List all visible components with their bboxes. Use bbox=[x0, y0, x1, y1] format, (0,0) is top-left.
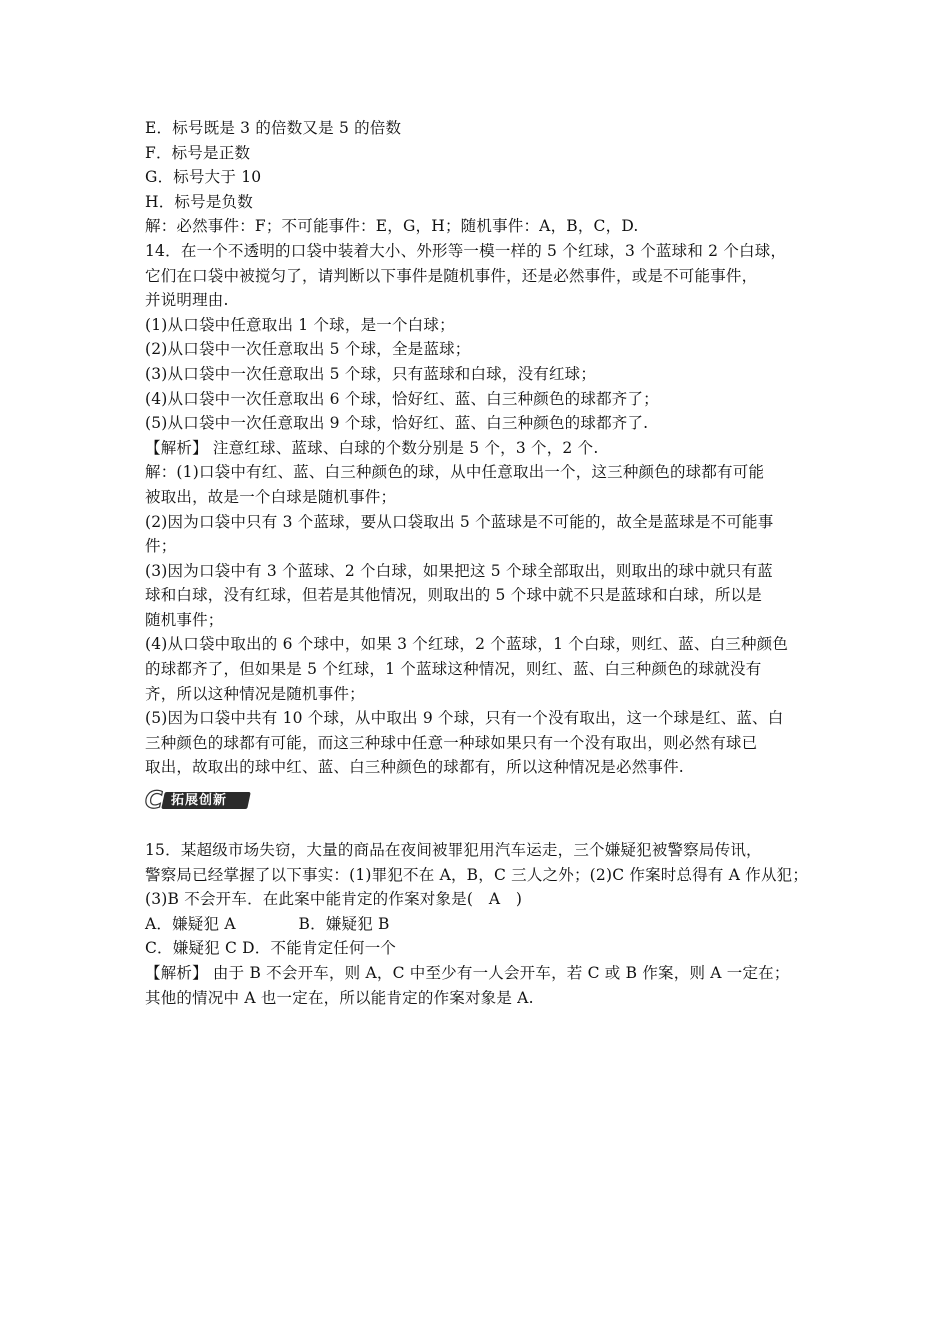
text-line: A．嫌疑犯 A B．嫌疑犯 B bbox=[145, 914, 390, 933]
text-line: (5)从口袋中一次任意取出 9 个球，恰好红、蓝、白三种颜色的球都齐了. bbox=[145, 414, 649, 433]
text-line: 并说明理由. bbox=[145, 291, 229, 310]
text-line: 它们在口袋中被搅匀了，请判断以下事件是随机事件，还是必然事件，或是不可能事件， bbox=[145, 266, 758, 285]
text-line: (2)从口袋中一次任意取出 5 个球，全是蓝球； bbox=[145, 340, 471, 359]
text-line: (1)从口袋中任意取出 1 个球，是一个白球； bbox=[145, 315, 455, 334]
text-line: 的球都齐了，但如果是 5 个红球，1 个蓝球这种情况，则红、蓝、白三种颜色的球就没有 bbox=[145, 660, 762, 679]
text-line: 件； bbox=[145, 537, 177, 556]
text-line: (4)从口袋中一次任意取出 6 个球，恰好红、蓝、白三种颜色的球都齐了； bbox=[145, 389, 659, 408]
text-line: 随机事件； bbox=[145, 610, 224, 629]
banner-title: 拓展创新 bbox=[171, 793, 228, 809]
document-page bbox=[145, 116, 815, 1010]
text-line: F．标号是正数 bbox=[145, 143, 251, 162]
text-line: (3)因为口袋中有 3 个蓝球、2 个白球，如果把这 5 个球全部取出，则取出的球中就只有蓝 bbox=[145, 561, 773, 580]
text-line: 被取出，故是一个白球是随机事件； bbox=[145, 487, 397, 506]
extension-innovation-badge bbox=[145, 786, 249, 815]
text-line: G．标号大于 10 bbox=[145, 168, 262, 187]
text-line: 【解析】 由于 B 不会开车，则 A，C 中至少有一人会开车，若 C 或 B 作案，则 A 一定在； bbox=[145, 964, 790, 982]
text-line: C．嫌疑犯 C D．不能肯定任何一个 bbox=[145, 939, 397, 958]
text-line: 齐，所以这种情况是随机事件； bbox=[145, 684, 365, 703]
text-line: E．标号既是 3 的倍数又是 5 的倍数 bbox=[145, 119, 402, 137]
text-line: 解：必然事件：F；不可能事件：E，G，H；随机事件：A，B，C，D. bbox=[145, 217, 639, 236]
text-line: 球和白球，没有红球，但若是其他情况，则取出的 5 个球中就不只是蓝球和白球，所以是 bbox=[145, 586, 762, 605]
text-line: 三种颜色的球都有可能，而这三种球中任意一种球如果只有一个没有取出，则必然有球已 bbox=[145, 733, 758, 752]
section-banner bbox=[145, 782, 815, 818]
text-line: H．标号是负数 bbox=[145, 192, 253, 211]
text-line: (2)因为口袋中只有 3 个蓝球，要从口袋取出 5 个蓝球是不可能的，故全是蓝球是不可能事 bbox=[145, 512, 774, 531]
text-line: (4)从口袋中取出的 6 个球中，如果 3 个红球，2 个蓝球，1 个白球，则红、蓝、白三种颜色 bbox=[145, 635, 789, 654]
text-line: 取出，故取出的球中红、蓝、白三种颜色的球都有，所以这种情况是必然事件. bbox=[145, 758, 684, 777]
text-line: (3)从口袋中一次任意取出 5 个球，只有蓝球和白球，没有红球； bbox=[145, 364, 597, 383]
text-line: 15．某超级市场失窃，大量的商品在夜间被罪犯用汽车运走，三个嫌疑犯被警察局传讯， bbox=[145, 841, 762, 860]
text-line: 警察局已经掌握了以下事实：(1)罪犯不在 A，B，C 三人之外；(2)C 作案时总得有 A 作从犯； bbox=[145, 865, 809, 884]
text-line: (5)因为口袋中共有 10 个球，从中取出 9 个球，只有一个没有取出，这一个球是红、蓝、白 bbox=[145, 709, 784, 728]
text-line: 解：(1)口袋中有红、蓝、白三种颜色的球，从中任意取出一个，这三种颜色的球都有可能 bbox=[145, 463, 765, 482]
part2 bbox=[145, 838, 815, 1010]
text-line: 14．在一个不透明的口袋中装着大小、外形等一模一样的 5 个红球，3 个蓝球和 2 个白球， bbox=[145, 241, 787, 260]
banner-c-icon: C bbox=[145, 786, 163, 815]
text-line: (3)B 不会开车．在此案中能肯定的作案对象是( A ) bbox=[145, 890, 523, 909]
text-line: 【解析】 注意红球、蓝球、白球的个数分别是 5 个，3 个，2 个. bbox=[145, 438, 599, 457]
spacer bbox=[145, 818, 815, 838]
text-line: 其他的情况中 A 也一定在，所以能肯定的作案对象是 A. bbox=[145, 988, 534, 1007]
part1 bbox=[145, 116, 815, 780]
